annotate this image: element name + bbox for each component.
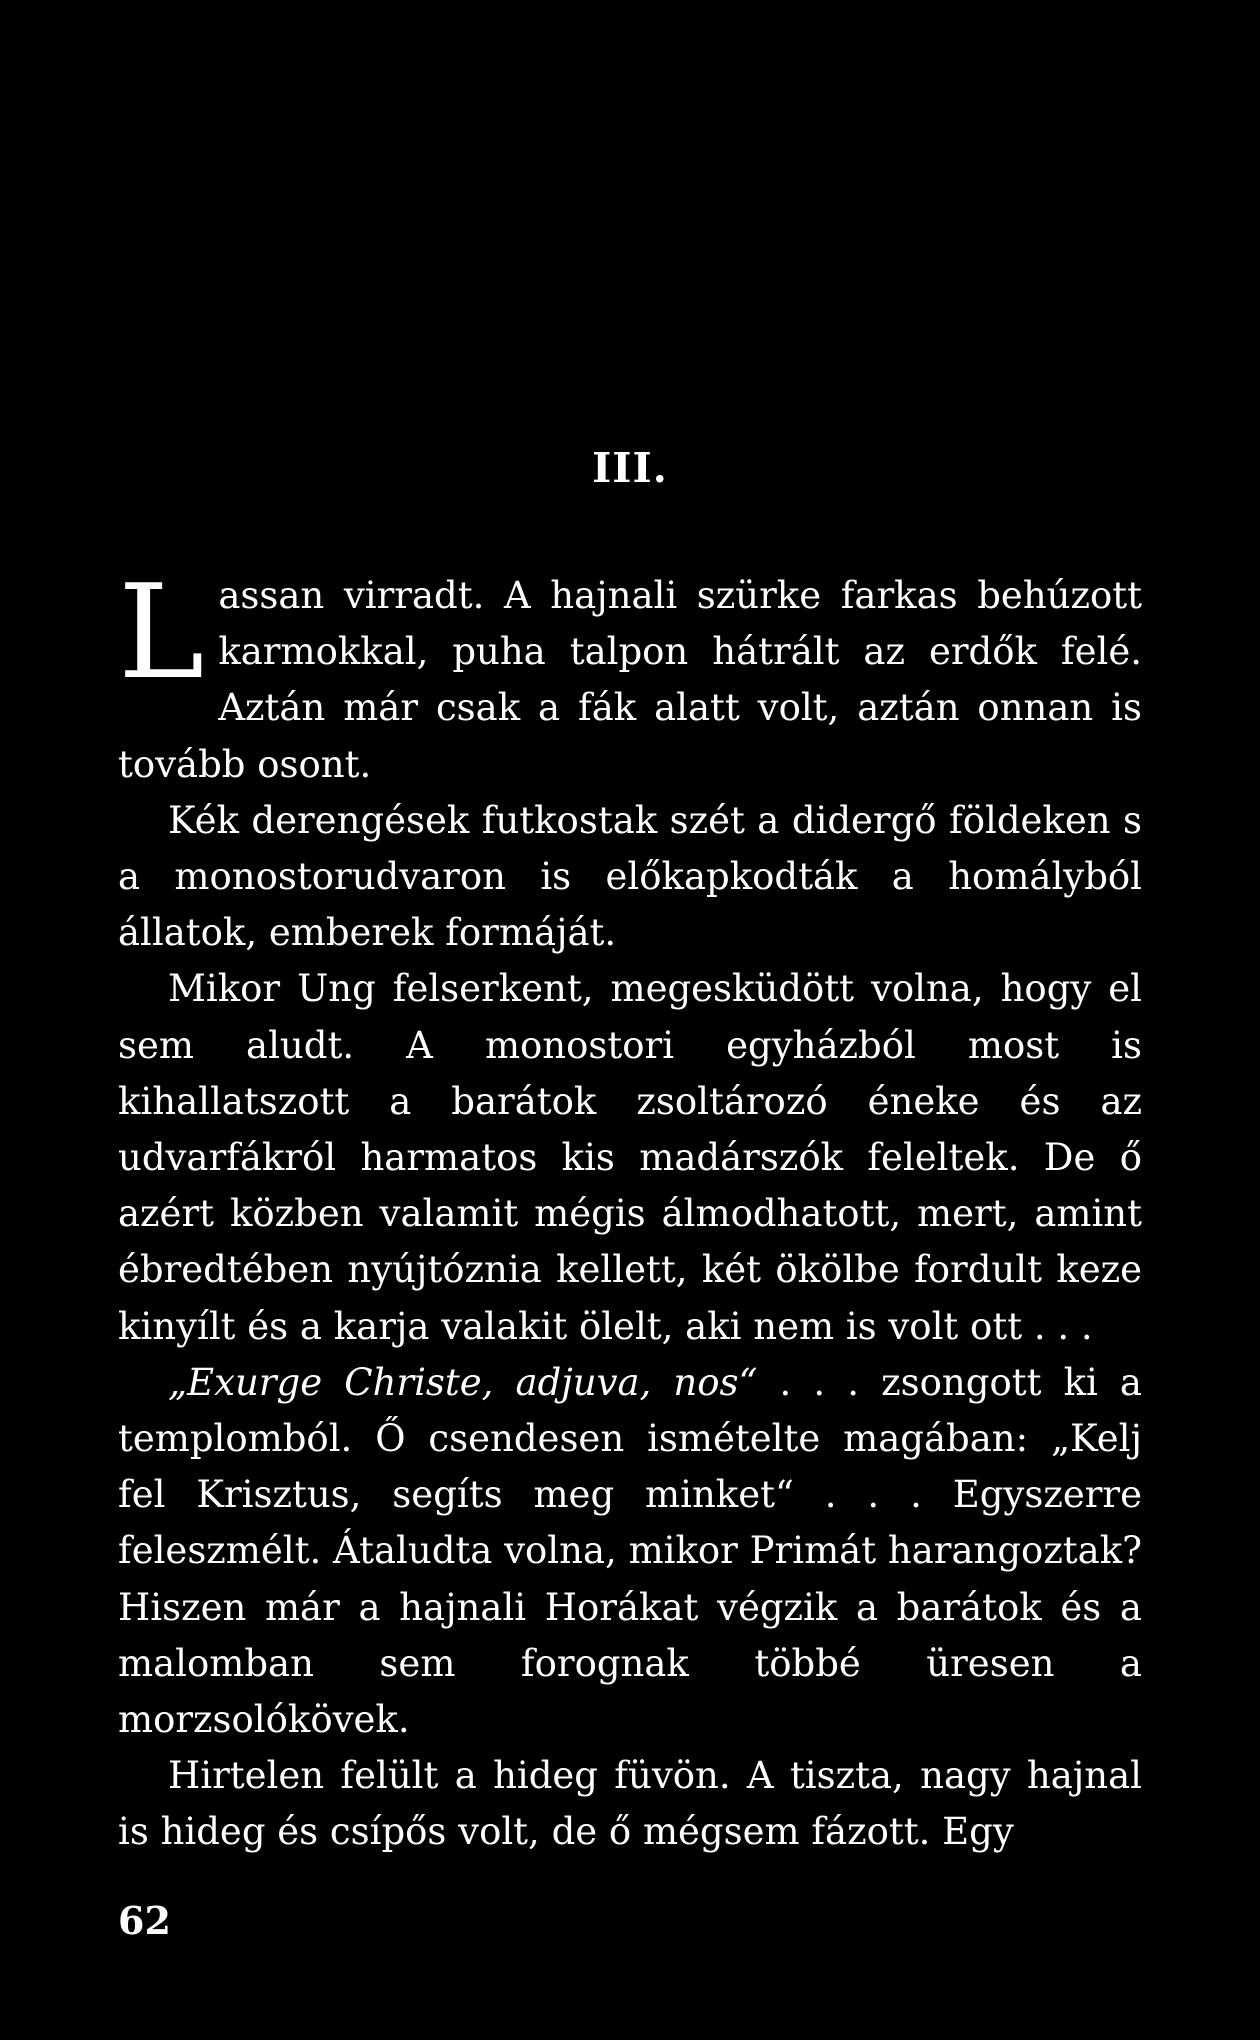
- paragraph-3: Mikor Ung felserkent, megesküdött volna, hogy el sem aludt. A monostori egyházból most is kihallatszott a barátok zsoltározó éneke és az udvarfákról harmatos kis madárszók feleltek. De ő azért közben valamit mégis álmodhatott, mert, amint ébredtében nyújtóznia kellett, két ökölbe fordult keze kinyílt és a karja valakit ölelt, aki nem is volt ott . . .: [118, 967, 1142, 1348]
- latin-quote: „Exurge Christe, adjuva, nos“: [168, 1360, 758, 1404]
- paragraph-4: [118, 1355, 1142, 1748]
- paragraph-2: Kék derengések futkostak szét a didergő földeken s a monostorudvaron is előkapkodták a homályból állatok, emberek formáját.: [118, 798, 1142, 955]
- page-number: 62: [118, 1898, 171, 1943]
- paragraph-1-text: assan virradt. A hajnali szürke farkas behúzott karmokkal, puha talpon hátrált az erdők felé. Aztán már csak a fák alatt volt, aztán onnan is tovább osont.: [118, 574, 1142, 786]
- drop-cap-letter: L: [118, 556, 205, 708]
- body-text: [118, 556, 1142, 1861]
- paragraph-4-text: . . . zsongott ki a templomból. Ő csendesen ismételte magában: „Kelj fel Krisztus, segíts meg minket“ . . . Egyszerre feleszmélt. Átaludta volna, mikor Primát harangoztak? Hiszen már a hajnali Horákat végzik a barátok és a malomban sem forognak többé üresen a morzsolókövek.: [118, 1360, 1142, 1742]
- chapter-heading: III.: [592, 444, 668, 492]
- paragraph-1: [118, 556, 1142, 793]
- paragraph-5: Hirtelen felült a hideg füvön. A tiszta, nagy hajnal is hideg és csípős volt, de ő mégsem fázott. Egy: [118, 1754, 1142, 1854]
